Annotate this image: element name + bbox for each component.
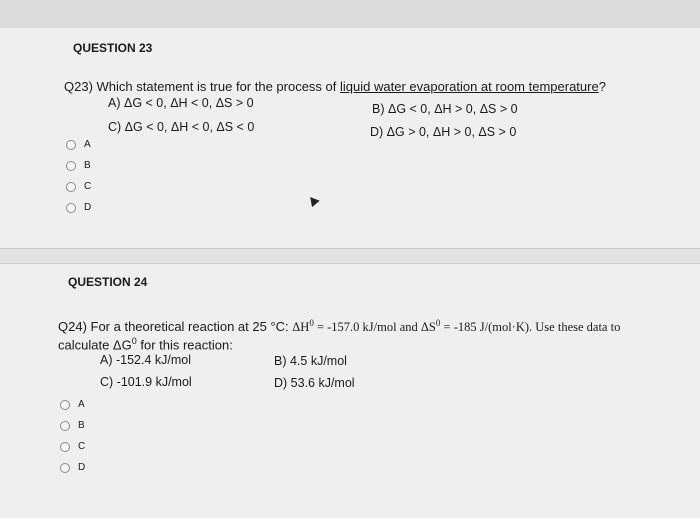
q24-choice-d[interactable]	[60, 462, 85, 473]
q24-option-d: D) 53.6 kJ/mol	[274, 376, 355, 390]
delta-h-label	[292, 320, 620, 334]
question-24-prompt-line2	[58, 332, 233, 354]
choice-label: C	[84, 181, 92, 192]
q23-option-d: D) ΔG > 0, ΔH > 0, ΔS > 0	[370, 125, 517, 139]
prompt-text: Q24) For a theoretical reaction at 25 °C:	[58, 319, 293, 335]
q23-choice-d[interactable]	[66, 202, 91, 213]
delta-s-value: = -185 J/(mol·K). Use these data to	[440, 320, 621, 335]
choice-label: D	[84, 202, 92, 213]
question-23-prompt	[64, 78, 606, 96]
delta-s-superscript: 0	[435, 318, 441, 328]
q23-choice-b[interactable]	[66, 160, 91, 171]
radio-button[interactable]	[66, 140, 76, 150]
q23-option-b: B) ΔG < 0, ΔH > 0, ΔS > 0	[372, 102, 518, 116]
choice-label: B	[78, 420, 85, 431]
prompt-text-end: for this reaction:	[136, 337, 233, 353]
radio-button[interactable]	[60, 463, 70, 473]
radio-button[interactable]	[60, 400, 70, 410]
choice-label: A	[78, 399, 85, 410]
radio-button[interactable]	[66, 182, 76, 192]
delta-h-superscript: 0	[309, 318, 314, 328]
q24-option-c: C) -101.9 kJ/mol	[100, 375, 192, 389]
radio-button[interactable]	[66, 203, 76, 213]
question-24-card	[0, 263, 700, 518]
q24-choice-c[interactable]	[60, 441, 85, 452]
section-divider	[0, 249, 700, 262]
q23-option-a: A) ΔG < 0, ΔH < 0, ΔS > 0	[108, 96, 254, 110]
question-24-title: QUESTION 24	[68, 275, 148, 289]
prompt-text: calculate	[58, 337, 113, 353]
q23-choice-a[interactable]	[66, 139, 91, 150]
choice-label: A	[84, 139, 91, 150]
question-23-card	[0, 28, 700, 249]
q23-option-c: C) ΔG < 0, ΔH < 0, ΔS < 0	[108, 120, 255, 134]
q24-choice-b[interactable]	[60, 420, 85, 431]
delta-g-superscript: 0	[131, 336, 137, 346]
prompt-end: ?	[598, 79, 606, 94]
prompt-underlined: liquid water evaporation at room temperature	[340, 79, 599, 94]
radio-button[interactable]	[60, 442, 70, 452]
q24-choice-a[interactable]	[60, 399, 85, 410]
prompt-text: Q23) Which statement is true for the process of	[64, 79, 341, 94]
delta-h-symbol: ΔH	[292, 320, 310, 335]
delta-h-value: = -157.0 kJ/mol and	[313, 320, 421, 335]
q24-option-a: A) -152.4 kJ/mol	[100, 353, 192, 367]
delta-g-symbol: ΔG	[112, 337, 132, 353]
choice-label: D	[78, 462, 86, 473]
radio-button[interactable]	[60, 421, 70, 431]
q23-choice-c[interactable]	[66, 181, 91, 192]
top-band	[0, 0, 700, 29]
q24-option-b: B) 4.5 kJ/mol	[274, 354, 347, 368]
question-23-title: QUESTION 23	[73, 41, 153, 55]
choice-label: B	[84, 160, 91, 171]
delta-s-symbol: ΔS	[420, 320, 436, 335]
radio-button[interactable]	[66, 161, 76, 171]
choice-label: C	[78, 441, 86, 452]
